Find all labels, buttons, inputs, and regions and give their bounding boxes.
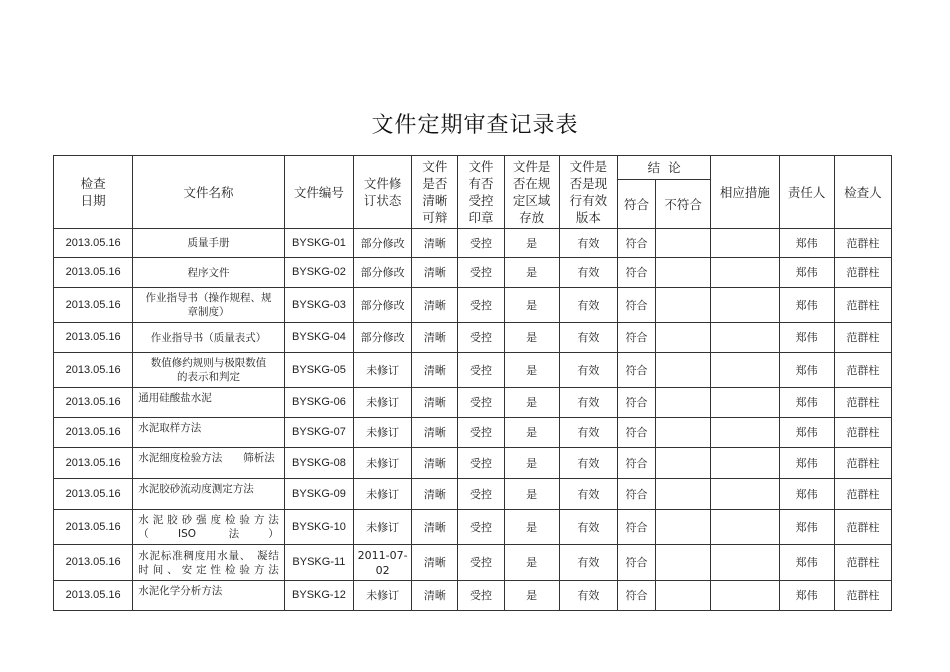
cell-file-name: 作业指导书（操作规程、规 章制度） xyxy=(133,288,285,323)
cell-current-version: 有效 xyxy=(559,288,617,323)
cell-date: 2013.05.16 xyxy=(54,323,133,353)
cell-owner: 郑伟 xyxy=(779,581,834,611)
cell-conform: 符合 xyxy=(617,229,655,258)
cell-file-name: 水泥标准稠度用水量、 凝结 时间、安定性检验方法 xyxy=(133,545,285,581)
cell-conform: 符合 xyxy=(617,388,655,418)
cell-file-code: BYSKG-03 xyxy=(284,288,353,323)
cell-file-code: BYSKG-07 xyxy=(284,418,353,448)
cell-current-version: 有效 xyxy=(559,323,617,353)
cell-checker: 范群柱 xyxy=(834,229,891,258)
cell-checker: 范群柱 xyxy=(834,388,891,418)
cell-conform: 符合 xyxy=(617,510,655,545)
cell-file-code: BYSKG-09 xyxy=(284,479,353,510)
cell-control-stamp: 受控 xyxy=(458,229,504,258)
cell-control-stamp: 受控 xyxy=(458,258,504,288)
cell-revision-status: 未修订 xyxy=(354,418,412,448)
cell-revision-status: 未修订 xyxy=(354,479,412,510)
cell-file-code: BYSKG-10 xyxy=(284,510,353,545)
table-row xyxy=(54,229,892,258)
cell-checker: 范群柱 xyxy=(834,448,891,479)
header-revision-status: 文件修 订状态 xyxy=(354,156,412,229)
cell-revision-status: 未修订 xyxy=(354,353,412,388)
cell-legible: 清晰 xyxy=(412,479,458,510)
cell-current-version: 有效 xyxy=(559,388,617,418)
cell-current-version: 有效 xyxy=(559,581,617,611)
cell-date: 2013.05.16 xyxy=(54,353,133,388)
cell-storage-area: 是 xyxy=(504,479,559,510)
cell-control-stamp: 受控 xyxy=(458,388,504,418)
cell-checker: 范群柱 xyxy=(834,510,891,545)
cell-owner: 郑伟 xyxy=(779,229,834,258)
header-file-name: 文件名称 xyxy=(133,156,285,229)
cell-revision-status: 部分修改 xyxy=(354,288,412,323)
cell-control-stamp: 受控 xyxy=(458,581,504,611)
table-row xyxy=(54,510,892,545)
cell-checker: 范群柱 xyxy=(834,581,891,611)
cell-checker: 范群柱 xyxy=(834,258,891,288)
cell-legible: 清晰 xyxy=(412,323,458,353)
cell-revision-status: 未修订 xyxy=(354,388,412,418)
cell-legible: 清晰 xyxy=(412,353,458,388)
cell-checker: 范群柱 xyxy=(834,323,891,353)
cell-storage-area: 是 xyxy=(504,510,559,545)
header-date: 检查 日期 xyxy=(54,156,133,229)
cell-conform: 符合 xyxy=(617,353,655,388)
cell-date: 2013.05.16 xyxy=(54,288,133,323)
cell-control-stamp: 受控 xyxy=(458,479,504,510)
cell-checker: 范群柱 xyxy=(834,288,891,323)
cell-control-stamp: 受控 xyxy=(458,323,504,353)
table-row xyxy=(54,388,892,418)
cell-storage-area: 是 xyxy=(504,353,559,388)
header-control-stamp: 文件 有否 受控 印章 xyxy=(458,156,504,229)
cell-owner: 郑伟 xyxy=(779,288,834,323)
table-row xyxy=(54,323,892,353)
cell-control-stamp: 受控 xyxy=(458,510,504,545)
cell-nonconform xyxy=(656,353,711,388)
cell-file-name: 水泥细度检验方法 筛析法 xyxy=(133,448,285,479)
cell-current-version: 有效 xyxy=(559,479,617,510)
cell-legible: 清晰 xyxy=(412,581,458,611)
cell-current-version: 有效 xyxy=(559,510,617,545)
cell-owner: 郑伟 xyxy=(779,388,834,418)
cell-owner: 郑伟 xyxy=(779,479,834,510)
cell-legible: 清晰 xyxy=(412,418,458,448)
cell-measures xyxy=(711,388,779,418)
cell-file-name: 程序文件 xyxy=(133,258,285,288)
cell-control-stamp: 受控 xyxy=(458,545,504,581)
cell-checker: 范群柱 xyxy=(834,479,891,510)
header-current-version: 文件是 否是现 行有效 版本 xyxy=(559,156,617,229)
cell-file-code: BYSKG-05 xyxy=(284,353,353,388)
cell-nonconform xyxy=(656,388,711,418)
cell-date: 2013.05.16 xyxy=(54,448,133,479)
table-row xyxy=(54,258,892,288)
cell-measures xyxy=(711,323,779,353)
cell-owner: 郑伟 xyxy=(779,545,834,581)
cell-date: 2013.05.16 xyxy=(54,229,133,258)
cell-owner: 郑伟 xyxy=(779,448,834,479)
cell-measures xyxy=(711,448,779,479)
cell-control-stamp: 受控 xyxy=(458,418,504,448)
cell-date: 2013.05.16 xyxy=(54,510,133,545)
cell-file-code: BYSKG-06 xyxy=(284,388,353,418)
cell-storage-area: 是 xyxy=(504,418,559,448)
review-record-table xyxy=(53,155,892,611)
cell-legible: 清晰 xyxy=(412,448,458,479)
cell-file-name: 质量手册 xyxy=(133,229,285,258)
cell-nonconform xyxy=(656,581,711,611)
cell-storage-area: 是 xyxy=(504,388,559,418)
cell-file-name: 水泥取样方法 xyxy=(133,418,285,448)
header-checker: 检查人 xyxy=(834,156,891,229)
cell-file-code: BYSKG-12 xyxy=(284,581,353,611)
cell-storage-area: 是 xyxy=(504,288,559,323)
table-row xyxy=(54,288,892,323)
cell-conform: 符合 xyxy=(617,323,655,353)
cell-measures xyxy=(711,418,779,448)
cell-storage-area: 是 xyxy=(504,545,559,581)
cell-file-code: BYSKG-04 xyxy=(284,323,353,353)
header-owner: 责任人 xyxy=(779,156,834,229)
cell-revision-status: 部分修改 xyxy=(354,258,412,288)
cell-current-version: 有效 xyxy=(559,545,617,581)
cell-storage-area: 是 xyxy=(504,323,559,353)
cell-nonconform xyxy=(656,510,711,545)
cell-legible: 清晰 xyxy=(412,258,458,288)
cell-conform: 符合 xyxy=(617,418,655,448)
cell-file-code: BYSKG-08 xyxy=(284,448,353,479)
cell-measures xyxy=(711,288,779,323)
cell-file-code: BYSKG-01 xyxy=(284,229,353,258)
cell-storage-area: 是 xyxy=(504,229,559,258)
cell-control-stamp: 受控 xyxy=(458,448,504,479)
cell-revision-status: 2011-07- 02 xyxy=(354,545,412,581)
cell-file-name: 通用硅酸盐水泥 xyxy=(133,388,285,418)
cell-nonconform xyxy=(656,288,711,323)
cell-checker: 范群柱 xyxy=(834,418,891,448)
cell-date: 2013.05.16 xyxy=(54,418,133,448)
cell-file-code: BYSKG-02 xyxy=(284,258,353,288)
cell-date: 2013.05.16 xyxy=(54,479,133,510)
cell-control-stamp: 受控 xyxy=(458,288,504,323)
table-row xyxy=(54,448,892,479)
cell-measures xyxy=(711,229,779,258)
cell-nonconform xyxy=(656,229,711,258)
cell-current-version: 有效 xyxy=(559,353,617,388)
cell-measures xyxy=(711,510,779,545)
cell-current-version: 有效 xyxy=(559,229,617,258)
cell-conform: 符合 xyxy=(617,479,655,510)
cell-legible: 清晰 xyxy=(412,388,458,418)
cell-file-name: 数值修约规则与极限数值 的表示和判定 xyxy=(133,353,285,388)
cell-nonconform xyxy=(656,545,711,581)
header-row-top xyxy=(54,156,892,180)
cell-nonconform xyxy=(656,323,711,353)
cell-nonconform xyxy=(656,418,711,448)
cell-date: 2013.05.16 xyxy=(54,258,133,288)
header-legible: 文件 是否 清晰 可辩 xyxy=(412,156,458,229)
table-row xyxy=(54,545,892,581)
header-file-code: 文件编号 xyxy=(284,156,353,229)
cell-conform: 符合 xyxy=(617,581,655,611)
cell-conform: 符合 xyxy=(617,448,655,479)
cell-storage-area: 是 xyxy=(504,258,559,288)
cell-date: 2013.05.16 xyxy=(54,581,133,611)
table-row xyxy=(54,418,892,448)
cell-measures xyxy=(711,353,779,388)
cell-conform: 符合 xyxy=(617,258,655,288)
cell-revision-status: 部分修改 xyxy=(354,323,412,353)
cell-date: 2013.05.16 xyxy=(54,388,133,418)
header-nonconform: 不符合 xyxy=(656,180,711,229)
cell-revision-status: 未修订 xyxy=(354,448,412,479)
cell-conform: 符合 xyxy=(617,288,655,323)
cell-file-code: BYSKG-11 xyxy=(284,545,353,581)
cell-date: 2013.05.16 xyxy=(54,545,133,581)
cell-owner: 郑伟 xyxy=(779,353,834,388)
cell-legible: 清晰 xyxy=(412,288,458,323)
cell-revision-status: 未修订 xyxy=(354,581,412,611)
table-row xyxy=(54,353,892,388)
cell-revision-status: 未修订 xyxy=(354,510,412,545)
header-conform: 符合 xyxy=(617,180,655,229)
cell-measures xyxy=(711,258,779,288)
cell-measures xyxy=(711,581,779,611)
cell-nonconform xyxy=(656,258,711,288)
cell-current-version: 有效 xyxy=(559,448,617,479)
cell-storage-area: 是 xyxy=(504,581,559,611)
cell-measures xyxy=(711,479,779,510)
cell-measures xyxy=(711,545,779,581)
cell-checker: 范群柱 xyxy=(834,353,891,388)
cell-file-name: 水泥化学分析方法 xyxy=(133,581,285,611)
table-row xyxy=(54,479,892,510)
cell-legible: 清晰 xyxy=(412,510,458,545)
document-title: 文件定期审查记录表 xyxy=(371,113,579,138)
cell-legible: 清晰 xyxy=(412,545,458,581)
cell-storage-area: 是 xyxy=(504,448,559,479)
cell-nonconform xyxy=(656,448,711,479)
cell-file-name: 作业指导书（质量表式） xyxy=(133,323,285,353)
cell-current-version: 有效 xyxy=(559,418,617,448)
cell-conform: 符合 xyxy=(617,545,655,581)
cell-revision-status: 部分修改 xyxy=(354,229,412,258)
table-row xyxy=(54,581,892,611)
header-measures: 相应措施 xyxy=(711,156,779,229)
cell-checker: 范群柱 xyxy=(834,545,891,581)
cell-owner: 郑伟 xyxy=(779,510,834,545)
cell-file-name: 水泥胶砂强度检验方法 （ISO 法） xyxy=(133,510,285,545)
header-conclusion: 结 论 xyxy=(617,156,710,180)
cell-owner: 郑伟 xyxy=(779,323,834,353)
cell-current-version: 有效 xyxy=(559,258,617,288)
cell-owner: 郑伟 xyxy=(779,418,834,448)
cell-nonconform xyxy=(656,479,711,510)
header-storage-area: 文件是 否在规 定区域 存放 xyxy=(504,156,559,229)
cell-file-name: 水泥胶砂流动度测定方法 xyxy=(133,479,285,510)
cell-control-stamp: 受控 xyxy=(458,353,504,388)
cell-legible: 清晰 xyxy=(412,229,458,258)
cell-owner: 郑伟 xyxy=(779,258,834,288)
